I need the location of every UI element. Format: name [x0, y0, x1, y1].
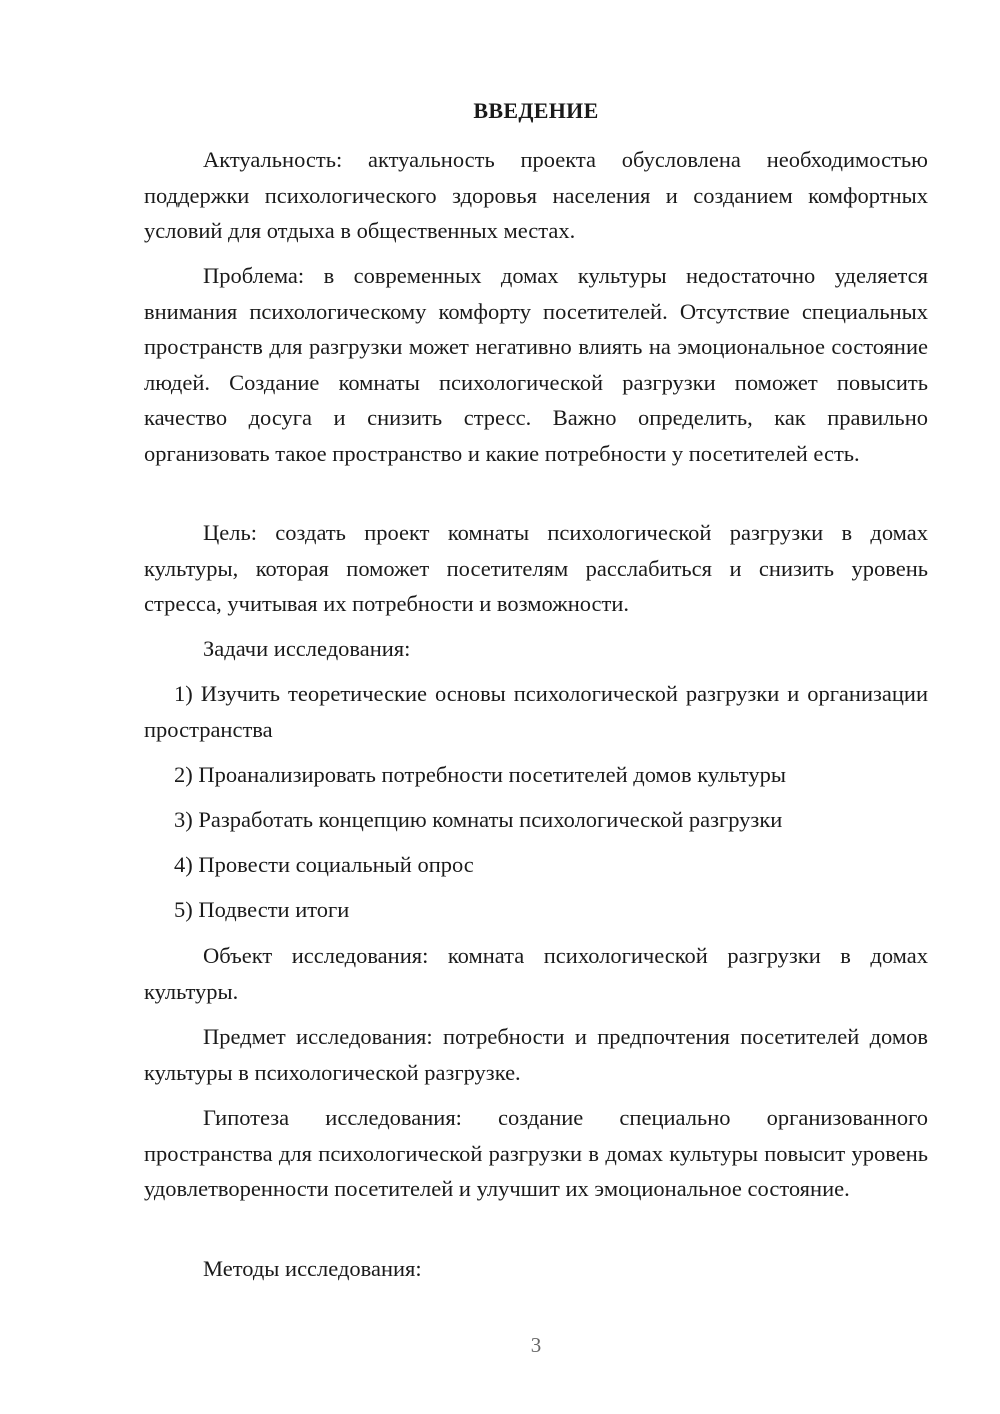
object-paragraph: Объект исследования: комната психологической разгрузки в домах культуры.: [144, 943, 928, 1004]
task-item-4: 4) Провести социальный опрос: [174, 852, 474, 877]
goal-paragraph: Цель: создать проект комнаты психологической разгрузки в домах культуры, которая поможет посетителям расслабиться и снизить уровень стресса, учитывая их потребности и возможности.: [144, 520, 928, 616]
task-item-3: 3) Разработать концепцию комнаты психологической разгрузки: [174, 807, 783, 832]
subject-paragraph: Предмет исследования: потребности и предпочтения посетителей домов культуры в психологической разгрузке.: [144, 1024, 928, 1085]
task-item-2: 2) Проанализировать потребности посетителей домов культуры: [174, 762, 786, 787]
relevance-paragraph: Актуальность: актуальность проекта обусловлена необходимостью поддержки психологического здоровья населения и созданием комфортных условий для отдыха в общественных местах.: [144, 147, 928, 243]
page-number: 3: [530, 1333, 542, 1357]
task-item-5: 5) Подвести итоги: [174, 897, 350, 922]
tasks-heading: Задачи исследования:: [203, 636, 411, 661]
hypothesis-paragraph: Гипотеза исследования: создание специально организованного пространства для психологической разгрузки в домах культуры повысит уровень удовлетворенности посетителей и улучшит их эмоциональное состояние.: [144, 1105, 928, 1201]
task-item-1: 1) Изучить теоретические основы психологической разгрузки и организации пространства: [144, 681, 928, 742]
problem-paragraph: Проблема: в современных домах культуры недостаточно уделяется внимания психологическому комфорту посетителей. Отсутствие специальных пространств для разгрузки может негативно влиять на эмоциональное состояние людей. Создание комнаты психологической разгрузки поможет повысить качество досуга и снизить стресс. Важно определить, как правильно организовать такое пространство и какие потребности у посетителей есть.: [144, 263, 928, 466]
page-title: ВВЕДЕНИЕ: [473, 98, 599, 123]
methods-heading: Методы исследования:: [203, 1256, 422, 1281]
